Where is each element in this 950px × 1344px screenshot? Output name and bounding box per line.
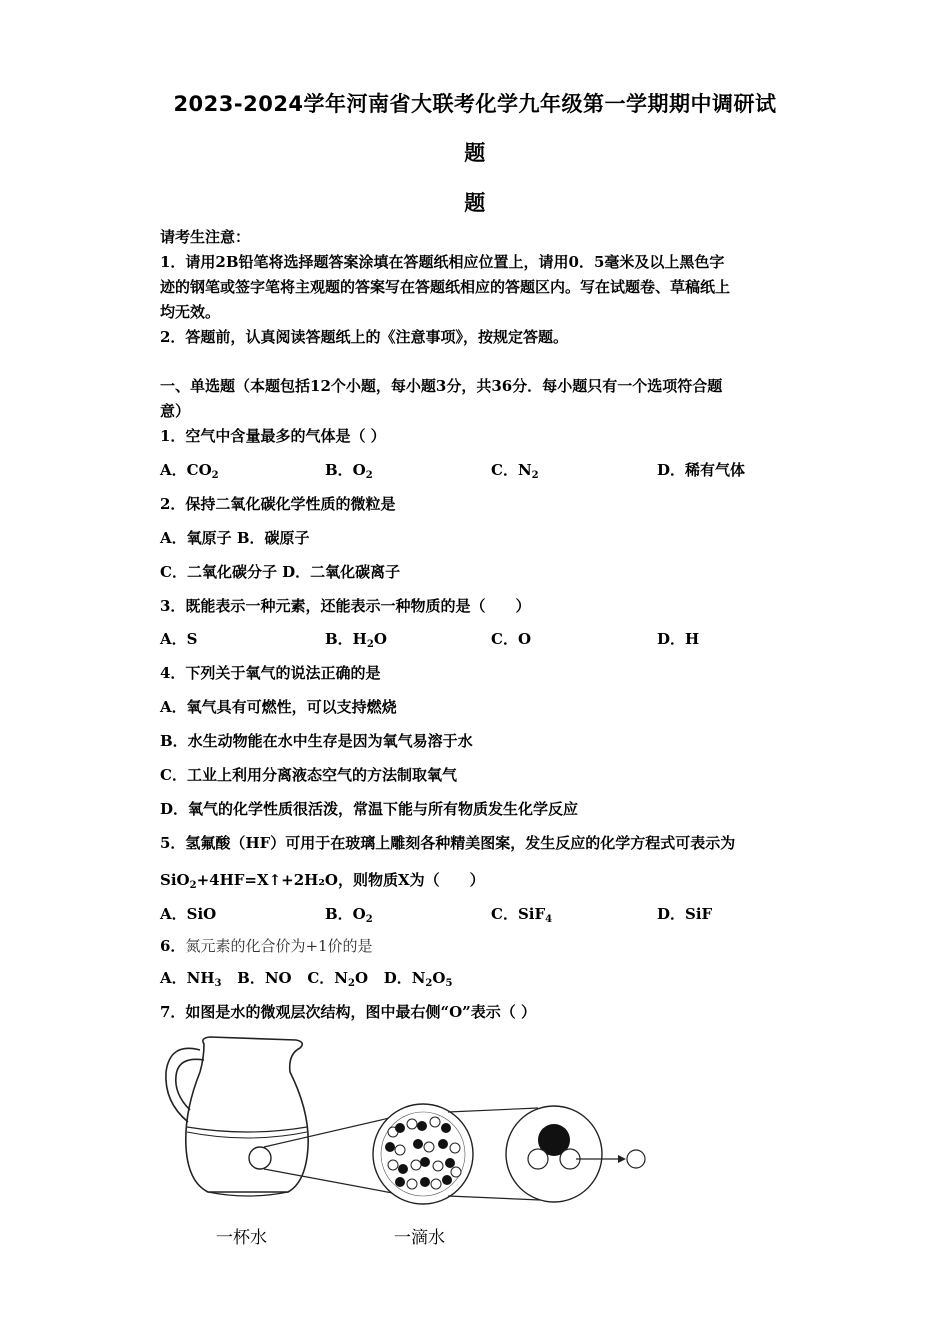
- q3-stem: 3．既能表示一种元素，还能表示一种物质的是（ ）: [160, 597, 531, 615]
- caption-drop-of-water: 一滴水: [394, 1228, 445, 1248]
- q4-option-c: C．工业上利用分离液态空气的方法制取氧气: [160, 766, 457, 784]
- q4-stem: 4．下列关于氧气的说法正确的是: [160, 664, 381, 682]
- q6-stem: 6．氮元素的化合价为+1价的是: [160, 937, 373, 955]
- q3-option-c: C．O: [491, 630, 532, 648]
- notice-item-2: 2．答题前，认真阅读答题纸上的《注意事项》，按规定答题。: [160, 328, 568, 346]
- section-heading-cont: 意）: [160, 402, 191, 420]
- q5-stem: 5．氢氟酸（HF）可用于在玻璃上雕刻各种精美图案，发生反应的化学方程式可表示为: [160, 834, 736, 852]
- q6-option-c: C．$N_2O$: [307, 969, 369, 989]
- exam-title-line-3: 题: [464, 191, 486, 215]
- q5-option-b: B．$O_2$: [325, 905, 373, 925]
- q1-option-b: B．$O_2$: [325, 461, 373, 481]
- q6-option-d: D．$N_2O_5$: [383, 969, 453, 989]
- notice-heading: 请考生注意：: [160, 228, 251, 246]
- q2-options-cd: C．二氧化碳分子 D．二氧化碳离子: [160, 563, 401, 581]
- notice-item-1a: 1．请用2B铅笔将选择题答案涂填在答题纸相应位置上，请用0．5毫米及以上黑色字: [160, 253, 725, 271]
- single-atom-circle: [627, 1150, 645, 1168]
- water-molecule: [506, 1106, 602, 1202]
- water-drop-molecules: [373, 1104, 473, 1204]
- q7-stem: 7．如图是水的微观层次结构，图中最右侧“O”表示（ ）: [160, 1003, 536, 1021]
- q1-option-c: C．$N_2$: [491, 461, 539, 481]
- exam-title-line-2: 题: [464, 141, 486, 165]
- q5-option-c: C．SiF$_4$: [491, 905, 553, 925]
- q1-option-d: D．稀有气体: [657, 461, 746, 479]
- zoom-line-bottom-2: [448, 1196, 540, 1200]
- q1-stem: 1．空气中含量最多的气体是（ ）: [160, 427, 386, 445]
- pitcher-icon: [166, 1037, 308, 1196]
- q2-options-ab: A．氧原子 B．碳原子: [160, 529, 310, 547]
- notice-item-1c: 均无效。: [160, 303, 221, 321]
- exam-title-line-1: 2023-2024学年河南省大联考化学九年级第一学期期中调研试: [173, 92, 777, 116]
- water-structure-figure: [160, 1032, 660, 1247]
- q3-option-d: D．H: [657, 630, 700, 648]
- caption-cup-of-water: 一杯水: [216, 1228, 267, 1248]
- arrow-head-icon: [618, 1155, 626, 1163]
- q3-option-b: B．$H_2O$: [325, 630, 387, 650]
- zoom-line-top-2: [448, 1108, 538, 1112]
- q4-option-d: D．氧气的化学性质很活泼，常温下能与所有物质发生化学反应: [160, 800, 579, 818]
- q3-option-a: A．S: [160, 630, 198, 648]
- q6-option-a: A．$NH_3$: [160, 969, 222, 989]
- q2-stem: 2．保持二氧化碳化学性质的微粒是: [160, 495, 396, 513]
- section-heading: 一、单选题（本题包括12个小题，每小题3分，共36分．每小题只有一个选项符合题: [160, 377, 723, 395]
- notice-item-1b: 迹的钢笔或签字笔将主观题的答案写在答题纸相应的答题区内。写在试题卷、草稿纸上: [160, 278, 731, 296]
- q4-option-b: B．水生动物能在水中生存是因为氧气易溶于水: [160, 732, 473, 750]
- q4-option-a: A．氧气具有可燃性，可以支持燃烧: [160, 698, 397, 716]
- q1-option-a: A．$CO_2$: [160, 461, 219, 481]
- q5-equation: SiO$_2$+4HF=X↑+2H₂O，则物质X为（ ）: [160, 871, 485, 891]
- q5-option-d: D．SiF: [657, 905, 713, 923]
- q6-options: [160, 970, 452, 987]
- sample-circle: [249, 1147, 271, 1169]
- q5-option-a: A．SiO: [160, 905, 217, 923]
- q6-option-b: B．NO: [237, 969, 292, 987]
